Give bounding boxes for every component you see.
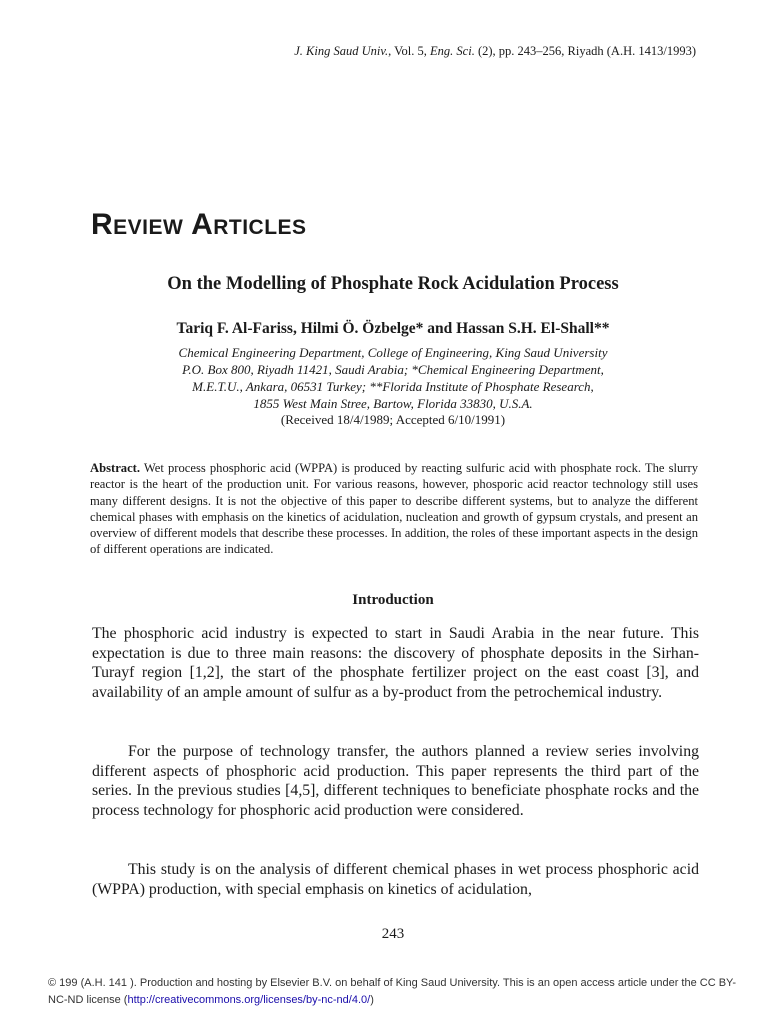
body-paragraph: This study is on the analysis of different chemical phases in wet process phosphoric acid (WPPA) production, with special emphasis on kinetics of acidulation, (92, 861, 699, 898)
affiliation-line: M.E.T.U., Ankara, 06531 Turkey; **Florida Institute of Phosphate Research, (192, 379, 594, 394)
introduction-heading: Introduction (352, 592, 434, 608)
abstract-text: Wet process phosphoric acid (WPPA) is produced by reacting sulfuric acid with phosphate rock. The slurry reactor is the heart of the production unit. For various reasons, however, phosporic acid reactor technology still uses many different designs. It is not the objective of this paper to describe different systems, but to analyze the different chemical phases with emphasis on the kinetics of acidulation, nucleation and growth of gypsum crystals, and present an overview of different models that describe these processes. In addition, the roles of these important aspects in the design of different operations are indicated. (90, 461, 698, 557)
section-heading: Review Articles (91, 208, 307, 241)
authors: Tariq F. Al-Fariss, Hilmi Ö. Özbelge* and Hassan S.H. El-Shall** (176, 320, 610, 337)
body-paragraph: For the purpose of technology transfer, the authors planned a review series involving different aspects of phosphoric acid production. This paper represents the third part of the series. In the previous studies [4,5], different techniques to beneficiate phosphate rocks and the process technology for phosphoric acid production were considered. (92, 743, 699, 819)
footer-close: ) (370, 993, 374, 1006)
journal-reference (294, 44, 696, 59)
body-paragraph: The phosphoric acid industry is expected to start in Saudi Arabia in the near future. This expectation is due to three main reasons: the discovery of phosphate deposits in the Sirhan-Turayf region [1,2], the start of the phosphate fertilizer project on the east coast [3], and availability of an ample amount of sulfur as a by-product from the petrochemical industry. (92, 625, 699, 701)
abstract-label: Abstract. (90, 461, 141, 475)
page-number: 243 (381, 926, 405, 942)
received-dates: (Received 18/4/1989; Accepted 6/10/1991) (280, 412, 506, 427)
paper-title: On the Modelling of Phosphate Rock Acidulation Process (167, 274, 619, 294)
footer-text: © 199 (A.H. 141 ). Production and hosting by Elsevier B.V. on behalf of King Saud University. This is an open access article under the CC BY-NC-ND license ( (48, 977, 737, 1006)
journal-volume: , Vol. 5, (388, 44, 431, 58)
affiliation-line: P.O. Box 800, Riyadh 11421, Saudi Arabia; *Chemical Engineering Department, (182, 362, 604, 377)
license-footer (48, 975, 738, 1008)
journal-name: J. King Saud Univ. (294, 44, 389, 58)
affiliation-line: Chemical Engineering Department, College of Engineering, King Saud University (178, 345, 608, 360)
abstract (90, 460, 698, 558)
journal-section: Eng. Sci. (430, 44, 475, 58)
affiliations (0, 344, 768, 412)
affiliation-line: 1855 West Main Stree, Bartow, Florida 33830, U.S.A. (253, 396, 533, 411)
journal-pages: (2), pp. 243–256, Riyadh (A.H. 1413/1993) (474, 44, 696, 58)
license-link[interactable]: http://creativecommons.org/licenses/by-nc-nd/4.0/ (127, 993, 371, 1006)
